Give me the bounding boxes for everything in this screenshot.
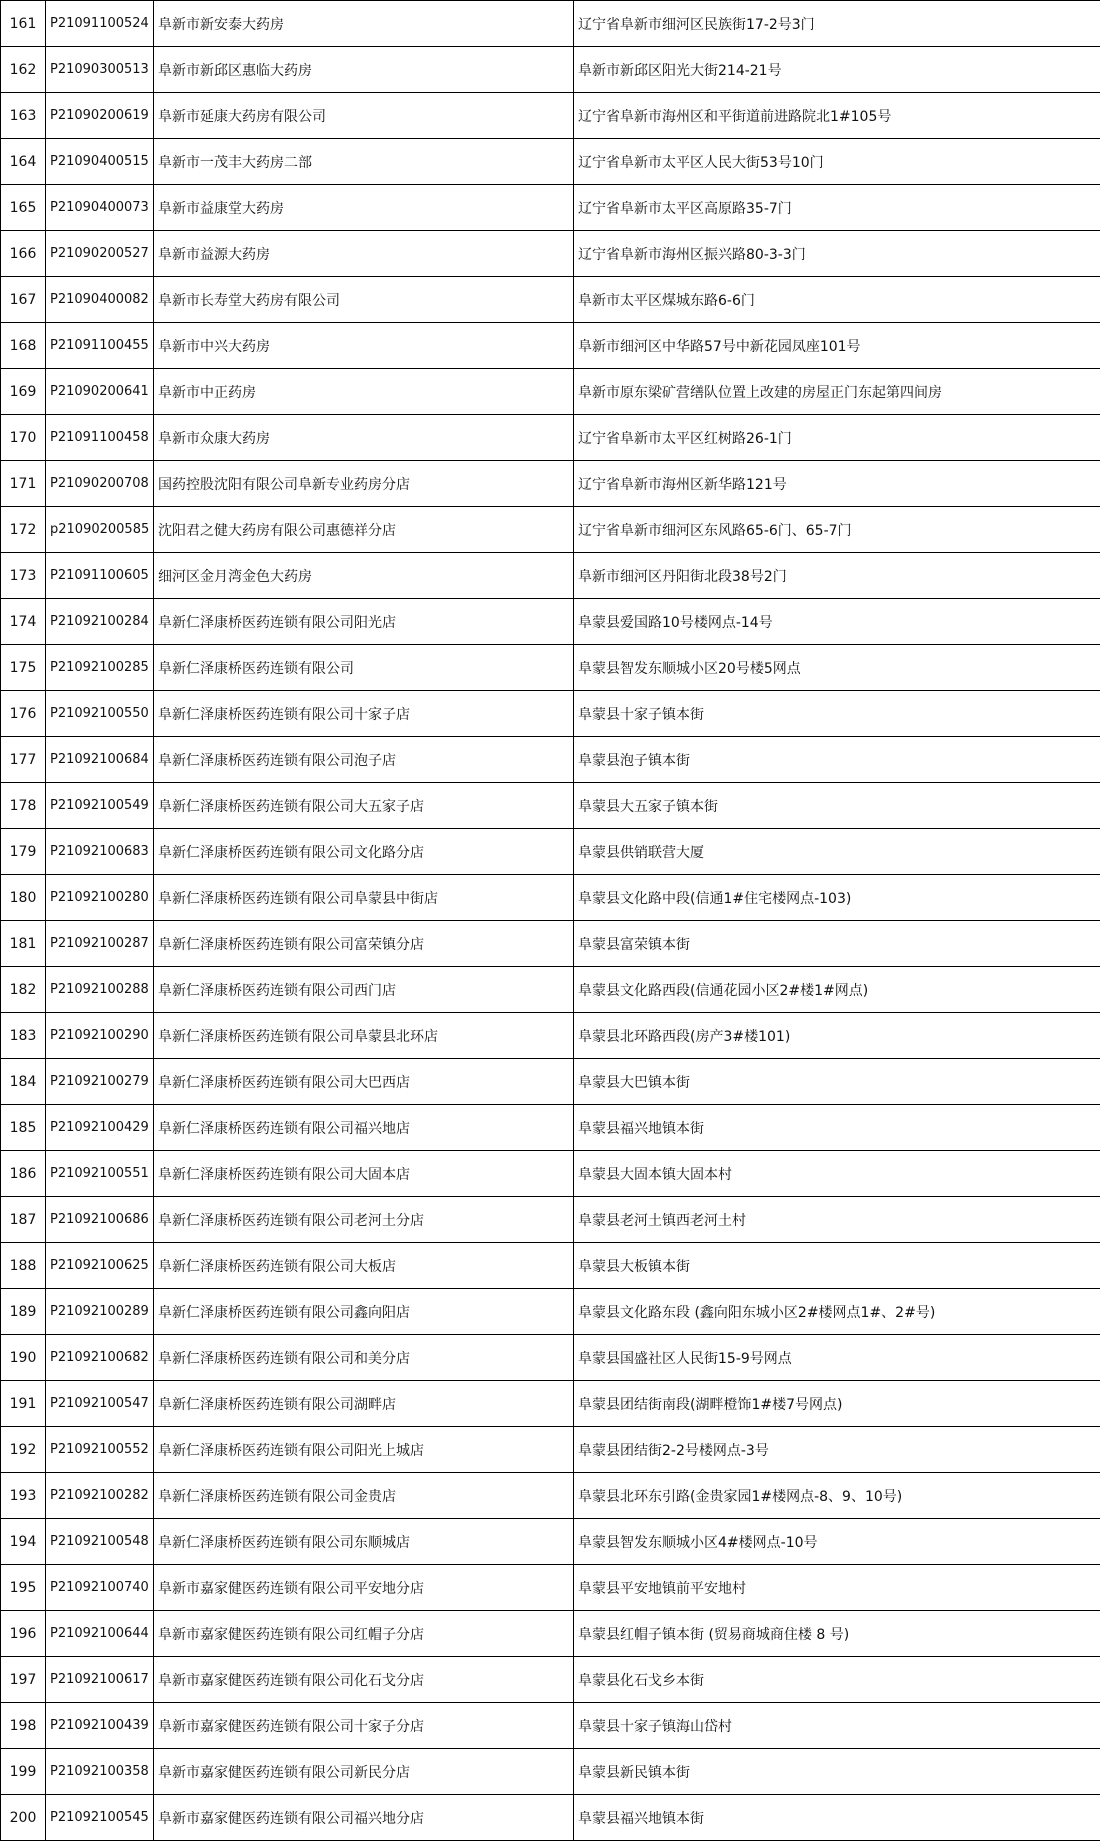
license-code-cell: P21092100550	[46, 691, 154, 737]
license-code-cell: p21090200585	[46, 507, 154, 553]
pharmacy-name-cell: 阜新市延康大药房有限公司	[154, 93, 574, 139]
pharmacy-name-cell: 阜新仁泽康桥医药连锁有限公司十家子店	[154, 691, 574, 737]
license-code-cell: P21092100439	[46, 1703, 154, 1749]
row-number-cell: 171	[1, 461, 46, 507]
table-row	[1, 1657, 1100, 1703]
table-row	[1, 829, 1100, 875]
address-cell: 阜蒙县团结街南段(湖畔橙饰1#楼7号网点)	[574, 1381, 1100, 1427]
license-code-cell: P21090200619	[46, 93, 154, 139]
row-number-cell: 175	[1, 645, 46, 691]
row-number-cell: 164	[1, 139, 46, 185]
table-row	[1, 277, 1100, 323]
pharmacy-name-cell: 沈阳君之健大药房有限公司惠德祥分店	[154, 507, 574, 553]
license-code-cell: P21092100683	[46, 829, 154, 875]
address-cell: 辽宁省阜新市海州区和平街道前进路院北1#105号	[574, 93, 1100, 139]
table-row	[1, 507, 1100, 553]
pharmacy-name-cell: 阜新市嘉家健医药连锁有限公司福兴地分店	[154, 1795, 574, 1841]
address-cell: 辽宁省阜新市太平区人民大街53号10门	[574, 139, 1100, 185]
table-row	[1, 553, 1100, 599]
license-code-cell: P21091100605	[46, 553, 154, 599]
row-number-cell: 198	[1, 1703, 46, 1749]
address-cell: 阜蒙县大五家子镇本街	[574, 783, 1100, 829]
row-number-cell: 192	[1, 1427, 46, 1473]
pharmacy-name-cell: 阜新市嘉家健医药连锁有限公司化石戈分店	[154, 1657, 574, 1703]
row-number-cell: 168	[1, 323, 46, 369]
pharmacy-name-cell: 阜新仁泽康桥医药连锁有限公司阜蒙县中街店	[154, 875, 574, 921]
pharmacy-name-cell: 阜新市长寿堂大药房有限公司	[154, 277, 574, 323]
pharmacy-name-cell: 阜新仁泽康桥医药连锁有限公司富荣镇分店	[154, 921, 574, 967]
address-cell: 阜蒙县爱国路10号楼网点-14号	[574, 599, 1100, 645]
table-row	[1, 1289, 1100, 1335]
license-code-cell: P21092100682	[46, 1335, 154, 1381]
row-number-cell: 173	[1, 553, 46, 599]
table-row	[1, 415, 1100, 461]
license-code-cell: P21092100617	[46, 1657, 154, 1703]
row-number-cell: 194	[1, 1519, 46, 1565]
address-cell: 辽宁省阜新市细河区民族街17-2号3门	[574, 1, 1100, 47]
pharmacy-name-cell: 阜新仁泽康桥医药连锁有限公司和美分店	[154, 1335, 574, 1381]
pharmacy-name-cell: 阜新市嘉家健医药连锁有限公司新民分店	[154, 1749, 574, 1795]
license-code-cell: P21092100545	[46, 1795, 154, 1841]
address-cell: 阜蒙县十家子镇本街	[574, 691, 1100, 737]
address-cell: 辽宁省阜新市海州区振兴路80-3-3门	[574, 231, 1100, 277]
address-cell: 阜蒙县北环路西段(房产3#楼101)	[574, 1013, 1100, 1059]
row-number-cell: 187	[1, 1197, 46, 1243]
address-cell: 阜蒙县大巴镇本街	[574, 1059, 1100, 1105]
row-number-cell: 177	[1, 737, 46, 783]
address-cell: 辽宁省阜新市太平区红树路26-1门	[574, 415, 1100, 461]
row-number-cell: 176	[1, 691, 46, 737]
row-number-cell: 178	[1, 783, 46, 829]
pharmacy-name-cell: 阜新仁泽康桥医药连锁有限公司东顺城店	[154, 1519, 574, 1565]
table-row	[1, 1335, 1100, 1381]
license-code-cell: P21092100282	[46, 1473, 154, 1519]
address-cell: 阜蒙县大固本镇大固本村	[574, 1151, 1100, 1197]
pharmacy-name-cell: 阜新市益源大药房	[154, 231, 574, 277]
table-row	[1, 185, 1100, 231]
table-row	[1, 875, 1100, 921]
row-number-cell: 161	[1, 1, 46, 47]
pharmacy-name-cell: 阜新市中正药房	[154, 369, 574, 415]
address-cell: 阜蒙县红帽子镇本街 (贸易商城商住楼 8 号)	[574, 1611, 1100, 1657]
table-row	[1, 737, 1100, 783]
pharmacy-name-cell: 阜新仁泽康桥医药连锁有限公司文化路分店	[154, 829, 574, 875]
address-cell: 阜蒙县智发东顺城小区20号楼5网点	[574, 645, 1100, 691]
license-code-cell: P21092100290	[46, 1013, 154, 1059]
address-cell: 阜蒙县福兴地镇本街	[574, 1795, 1100, 1841]
pharmacy-name-cell: 阜新市新安泰大药房	[154, 1, 574, 47]
table-row	[1, 599, 1100, 645]
row-number-cell: 179	[1, 829, 46, 875]
address-cell: 阜蒙县福兴地镇本街	[574, 1105, 1100, 1151]
table-row	[1, 1565, 1100, 1611]
license-code-cell: P21090400082	[46, 277, 154, 323]
address-cell: 阜蒙县团结街2-2号楼网点-3号	[574, 1427, 1100, 1473]
row-number-cell: 180	[1, 875, 46, 921]
table-row	[1, 1795, 1100, 1841]
table-row	[1, 1427, 1100, 1473]
pharmacy-name-cell: 阜新仁泽康桥医药连锁有限公司阳光店	[154, 599, 574, 645]
address-cell: 阜蒙县十家子镇海山岱村	[574, 1703, 1100, 1749]
pharmacy-name-cell: 阜新市新邱区惠临大药房	[154, 47, 574, 93]
pharmacy-name-cell: 阜新仁泽康桥医药连锁有限公司金贵店	[154, 1473, 574, 1519]
pharmacy-name-cell: 国药控股沈阳有限公司阜新专业药房分店	[154, 461, 574, 507]
license-code-cell: P21092100284	[46, 599, 154, 645]
license-code-cell: P21092100358	[46, 1749, 154, 1795]
license-code-cell: P21090300513	[46, 47, 154, 93]
address-cell: 阜蒙县文化路西段(信通花园小区2#楼1#网点)	[574, 967, 1100, 1013]
pharmacy-name-cell: 阜新市嘉家健医药连锁有限公司十家子分店	[154, 1703, 574, 1749]
pharmacy-name-cell: 阜新仁泽康桥医药连锁有限公司湖畔店	[154, 1381, 574, 1427]
license-code-cell: P21092100429	[46, 1105, 154, 1151]
row-number-cell: 167	[1, 277, 46, 323]
row-number-cell: 193	[1, 1473, 46, 1519]
address-cell: 阜新市细河区中华路57号中新花园凤座101号	[574, 323, 1100, 369]
pharmacy-name-cell: 阜新仁泽康桥医药连锁有限公司鑫向阳店	[154, 1289, 574, 1335]
table-row	[1, 921, 1100, 967]
pharmacy-name-cell: 阜新仁泽康桥医药连锁有限公司阜蒙县北环店	[154, 1013, 574, 1059]
pharmacy-name-cell: 阜新仁泽康桥医药连锁有限公司大五家子店	[154, 783, 574, 829]
pharmacy-name-cell: 阜新仁泽康桥医药连锁有限公司泡子店	[154, 737, 574, 783]
address-cell: 阜新市太平区煤城东路6-6门	[574, 277, 1100, 323]
row-number-cell: 169	[1, 369, 46, 415]
license-code-cell: P21091100458	[46, 415, 154, 461]
table-row	[1, 1381, 1100, 1427]
table-row	[1, 1, 1100, 47]
address-cell: 阜蒙县文化路东段 (鑫向阳东城小区2#楼网点1#、2#号)	[574, 1289, 1100, 1335]
license-code-cell: P21092100684	[46, 737, 154, 783]
pharmacy-name-cell: 阜新仁泽康桥医药连锁有限公司阳光上城店	[154, 1427, 574, 1473]
pharmacy-name-cell: 阜新市益康堂大药房	[154, 185, 574, 231]
address-cell: 阜蒙县化石戈乡本街	[574, 1657, 1100, 1703]
pharmacy-name-cell: 阜新市嘉家健医药连锁有限公司红帽子分店	[154, 1611, 574, 1657]
address-cell: 阜新市新邱区阳光大街214-21号	[574, 47, 1100, 93]
pharmacy-name-cell: 阜新市中兴大药房	[154, 323, 574, 369]
table-row	[1, 783, 1100, 829]
pharmacy-name-cell: 细河区金月湾金色大药房	[154, 553, 574, 599]
license-code-cell: P21092100547	[46, 1381, 154, 1427]
row-number-cell: 182	[1, 967, 46, 1013]
address-cell: 阜蒙县老河土镇西老河土村	[574, 1197, 1100, 1243]
table-row	[1, 1519, 1100, 1565]
row-number-cell: 184	[1, 1059, 46, 1105]
table-row	[1, 93, 1100, 139]
row-number-cell: 174	[1, 599, 46, 645]
row-number-cell: 197	[1, 1657, 46, 1703]
row-number-cell: 189	[1, 1289, 46, 1335]
license-code-cell: P21091100455	[46, 323, 154, 369]
pharmacy-name-cell: 阜新仁泽康桥医药连锁有限公司西门店	[154, 967, 574, 1013]
address-cell: 阜蒙县新民镇本街	[574, 1749, 1100, 1795]
table-row	[1, 47, 1100, 93]
license-code-cell: P21092100287	[46, 921, 154, 967]
table-row	[1, 1013, 1100, 1059]
pharmacy-name-cell: 阜新仁泽康桥医药连锁有限公司大固本店	[154, 1151, 574, 1197]
address-cell: 阜蒙县泡子镇本街	[574, 737, 1100, 783]
license-code-cell: P21090400515	[46, 139, 154, 185]
license-code-cell: P21092100289	[46, 1289, 154, 1335]
table-row	[1, 1243, 1100, 1289]
table-row	[1, 1703, 1100, 1749]
address-cell: 阜蒙县北环东引路(金贵家园1#楼网点-8、9、10号)	[574, 1473, 1100, 1519]
license-code-cell: P21092100288	[46, 967, 154, 1013]
address-cell: 阜蒙县大板镇本街	[574, 1243, 1100, 1289]
row-number-cell: 195	[1, 1565, 46, 1611]
table-row	[1, 1611, 1100, 1657]
table-row	[1, 461, 1100, 507]
pharmacy-name-cell: 阜新市一茂丰大药房二部	[154, 139, 574, 185]
address-cell: 阜蒙县国盛社区人民街15-9号网点	[574, 1335, 1100, 1381]
row-number-cell: 166	[1, 231, 46, 277]
pharmacy-name-cell: 阜新市众康大药房	[154, 415, 574, 461]
table-row	[1, 1197, 1100, 1243]
row-number-cell: 188	[1, 1243, 46, 1289]
table-row	[1, 369, 1100, 415]
table-row	[1, 231, 1100, 277]
license-code-cell: P21092100279	[46, 1059, 154, 1105]
license-code-cell: P21092100285	[46, 645, 154, 691]
address-cell: 阜蒙县富荣镇本街	[574, 921, 1100, 967]
row-number-cell: 190	[1, 1335, 46, 1381]
address-cell: 阜新市原东梁矿营缮队位置上改建的房屋正门东起第四间房	[574, 369, 1100, 415]
address-cell: 阜蒙县供销联营大厦	[574, 829, 1100, 875]
table-row	[1, 1749, 1100, 1795]
address-cell: 辽宁省阜新市太平区高原路35-7门	[574, 185, 1100, 231]
row-number-cell: 163	[1, 93, 46, 139]
row-number-cell: 165	[1, 185, 46, 231]
row-number-cell: 199	[1, 1749, 46, 1795]
license-code-cell: P21092100625	[46, 1243, 154, 1289]
license-code-cell: P21092100644	[46, 1611, 154, 1657]
table-row	[1, 967, 1100, 1013]
table-row	[1, 1473, 1100, 1519]
table-row	[1, 1151, 1100, 1197]
license-code-cell: P21092100551	[46, 1151, 154, 1197]
pharmacy-name-cell: 阜新仁泽康桥医药连锁有限公司大巴西店	[154, 1059, 574, 1105]
row-number-cell: 172	[1, 507, 46, 553]
row-number-cell: 200	[1, 1795, 46, 1841]
license-code-cell: P21092100686	[46, 1197, 154, 1243]
row-number-cell: 162	[1, 47, 46, 93]
pharmacy-name-cell: 阜新仁泽康桥医药连锁有限公司大板店	[154, 1243, 574, 1289]
pharmacy-name-cell: 阜新市嘉家健医药连锁有限公司平安地分店	[154, 1565, 574, 1611]
license-code-cell: P21092100548	[46, 1519, 154, 1565]
table-row	[1, 323, 1100, 369]
table-row	[1, 1059, 1100, 1105]
license-code-cell: P21092100549	[46, 783, 154, 829]
row-number-cell: 186	[1, 1151, 46, 1197]
pharmacy-name-cell: 阜新仁泽康桥医药连锁有限公司福兴地店	[154, 1105, 574, 1151]
table-row	[1, 645, 1100, 691]
license-code-cell: P21092100740	[46, 1565, 154, 1611]
license-code-cell: P21090200641	[46, 369, 154, 415]
address-cell: 辽宁省阜新市海州区新华路121号	[574, 461, 1100, 507]
license-code-cell: P21091100524	[46, 1, 154, 47]
address-cell: 阜新市细河区丹阳街北段38号2门	[574, 553, 1100, 599]
pharmacy-name-cell: 阜新仁泽康桥医药连锁有限公司	[154, 645, 574, 691]
pharmacy-name-cell: 阜新仁泽康桥医药连锁有限公司老河土分店	[154, 1197, 574, 1243]
address-cell: 阜蒙县文化路中段(信通1#住宅楼网点-103)	[574, 875, 1100, 921]
table-row	[1, 1105, 1100, 1151]
row-number-cell: 170	[1, 415, 46, 461]
table-row	[1, 691, 1100, 737]
license-code-cell: P21090400073	[46, 185, 154, 231]
address-cell: 阜蒙县智发东顺城小区4#楼网点-10号	[574, 1519, 1100, 1565]
table-body	[1, 1, 1100, 1841]
license-code-cell: P21090200527	[46, 231, 154, 277]
row-number-cell: 185	[1, 1105, 46, 1151]
address-cell: 辽宁省阜新市细河区东风路65-6门、65-7门	[574, 507, 1100, 553]
license-code-cell: P21092100552	[46, 1427, 154, 1473]
license-code-cell: P21092100280	[46, 875, 154, 921]
row-number-cell: 181	[1, 921, 46, 967]
row-number-cell: 191	[1, 1381, 46, 1427]
row-number-cell: 196	[1, 1611, 46, 1657]
table-row	[1, 139, 1100, 185]
license-code-cell: P21090200708	[46, 461, 154, 507]
address-cell: 阜蒙县平安地镇前平安地村	[574, 1565, 1100, 1611]
row-number-cell: 183	[1, 1013, 46, 1059]
